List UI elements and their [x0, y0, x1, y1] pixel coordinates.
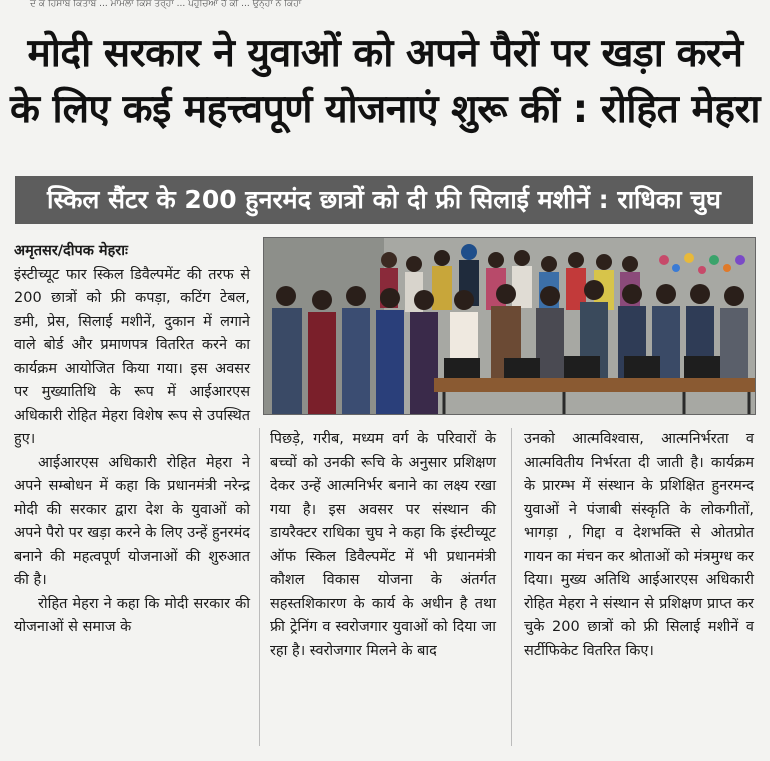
headline-line-1: मोदी सरकार ने युवाओं को अपने पैरों पर खड़ा करने	[27, 31, 743, 76]
column-divider	[511, 428, 512, 746]
column-divider	[259, 428, 260, 746]
column-3-paragraph: उनको आत्मविश्वास, आत्मनिर्भरता व आत्मवितीय निर्भरता दी जाती है। कार्यक्रम के प्रारम्भ में संस्थान के प्रशिक्षित हुनरमन्द युवाओं ने पंजाबी संस्कृति के लोकगीतों, भागड़ा , गिद्दा व देशभक्ति से ओतप्रोत गायन का मंचन कर श्रोताओं को मंत्रमुग्ध कर दिया। मुख्य अतिथि आईआरएस अधिकारी रोहित मेहरा ने संस्थान से प्रशिक्षण प्राप्त कर चुके 200 छात्रों को फ्री सिलाई मशीनें व सर्टीफिकेट वितरित किए।	[524, 431, 754, 659]
byline: अमृतसर/दीपक मेहराः	[14, 243, 128, 259]
group-photo-illustration	[264, 238, 755, 414]
article-column-2	[270, 428, 496, 663]
headline	[6, 26, 764, 138]
headline-line-2: के लिए कई महत्त्वपूर्ण योजनाएं शुरू कीं : रोहित मेहरा	[9, 87, 761, 132]
column-2-paragraph: पिछड़े, गरीब, मध्यम वर्ग के परिवारों के बच्चों को उनकी रूचि के अनुसार प्रशिक्षण देकर उन्हें आत्मनिर्भर बनाने का लक्ष्य रखा गया है। इस अवसर पर संस्थान की डायरैक्टर राधिका चुघ ने कहा कि इंस्टीच्यूट ऑफ स्किल डिवैल्पमेंट में भी प्रधानमंत्री कौशल विकास योजना के अंतर्गत सहस्तशिकारण के कार्य के अधीन है तथा फ्री ट्रेनिंग व स्वरोजगार युवाओं को दिया जा रहा है। स्वरोजगार मिलने के बाद	[270, 431, 496, 659]
article-column-1	[14, 240, 250, 640]
column-1-paragraph-1: इंस्टीच्यूट फार स्किल डिवैल्पमेंट की तरफ से 200 छात्रों को फ्री कपड़ा, कटिंग टेबल, डमी, प्रेस, सिलाई मशीनें, दुकान में लगाने वाले बोर्ड और प्रमाणपत्र वितरित करने का कार्यक्रम आयोजित किया गया। इस अवसर पर मुख्यातिथि के रूप में आईआरएस अधिकारी रोहित मेहरा विशेष रूप से उपस्थित हुए।	[14, 266, 250, 447]
subheadline-banner: स्किल सैंटर के 200 हुनरमंद छात्रों को दी फ्री सिलाई मशीनें : राधिका चुघ	[15, 176, 753, 224]
column-1-paragraph-3: रोहित मेहरा ने कहा कि मोदी सरकार की योजनाओं से समाज के	[14, 595, 250, 635]
top-cropped-text: ਦੋ ਕੋ ਹਿਸਾਬ ਕਿਤਾਬ ... ਮਾਮਲਾ ਕਿਸ ਤਰ੍ਹਾਂ ... ਪਹੁੰਚਿਆ ਹੈ ਕੀ ... ਉਨ੍ਹਾਂ ਨੇ ਕਿਹਾ	[30, 0, 302, 9]
column-1-paragraph-2: आईआरएस अधिकारी रोहित मेहरा ने अपने सम्बोधन में कहा कि प्रधानमंत्री नरेन्द्र मोदी की सरकार द्वारा देश के युवाओं को अपने पैरो पर खड़ा करने के लिए उन्हें हुनरमंद बनाने की महत्वपूर्ण योजनाओं की शुरुआत की है।	[14, 454, 250, 588]
article-column-3	[524, 428, 754, 663]
event-photo	[263, 237, 756, 415]
